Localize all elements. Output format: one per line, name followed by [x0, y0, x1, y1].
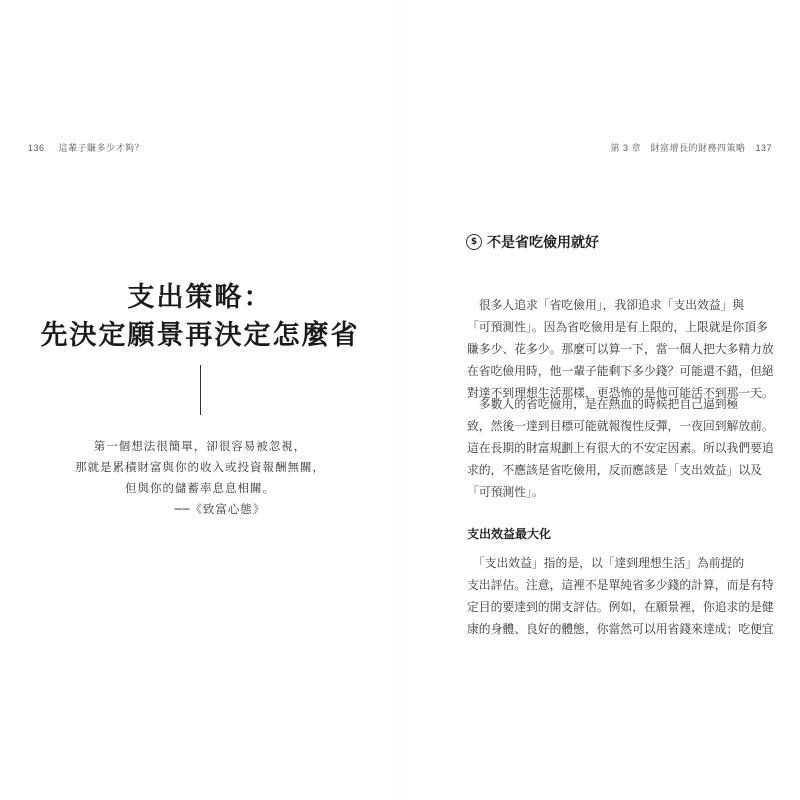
epigraph-line3: 但與你的儲蓄率息息相關。 — [125, 481, 275, 495]
paragraph-3-line: 定目的要達到的開支評估。例如，在願景裡，你追求的是健 — [467, 600, 774, 614]
section-heading — [466, 232, 599, 252]
dollar-icon: $ — [466, 234, 482, 250]
left-page-number: 136 — [28, 143, 45, 153]
right-page-number: 137 — [755, 143, 772, 153]
paragraph-1-line: 在省吃儉用時，他一輩子能剩下多少錢？可能還不錯，但絕 — [467, 364, 774, 378]
paragraph-3-line: 支出評估。注意，這裡不是單純省多少錢的計算，而是有特 — [467, 578, 774, 592]
paragraph-2-line: 多數人的省吃儉用，是在熱血的時候把自己逼到極 — [467, 397, 739, 411]
paragraph-2-line: 這在長期的財富規劃上有很大的不安定因素。所以我們要追 — [467, 441, 774, 455]
paragraph-2-line: 「可預測性」。 — [467, 485, 544, 499]
subheading: 支出效益最大化 — [467, 527, 552, 541]
right-running-head — [610, 141, 772, 154]
chapter-title-line1: 支出策略： — [127, 282, 273, 313]
paragraph-3-line: 「支出效益」指的是，以「達到理想生活」為前提的 — [467, 556, 745, 570]
paragraph-2-line: 求的，不應該是省吃儉用，反而應該是「支出效益」以及 — [467, 463, 762, 477]
paragraph-1 — [467, 294, 777, 404]
epigraph-line1: 第一個想法很簡單，卻很容易被忽視， — [93, 439, 307, 453]
paragraph-3-line: 康的身體、良好的體態，你當然可以用省錢來達成；吃便宜 — [467, 622, 774, 636]
vertical-divider — [200, 365, 201, 415]
paragraph-2-line: 致，然後一達到目標可能就報復性反彈，一夜回到解放前。 — [467, 419, 774, 433]
paragraph-1-line: 很多人追求「省吃儉用」，我卻追求「支出效益」與 — [467, 298, 745, 312]
paragraph-1-line: 對達不到理想生活那樣，更恐怖的是他可能活不到那一天。 — [467, 386, 774, 400]
paragraph-3 — [467, 552, 777, 640]
right-page — [400, 0, 800, 800]
left-running-head-title: 這輩子賺多少才夠？ — [58, 143, 145, 153]
chapter-title-line2: 先決定願景再決定怎麼省 — [40, 320, 360, 351]
section-heading-text: 不是省吃儉用就好 — [487, 235, 599, 251]
epigraph-line2: 那就是累積財富與你的收入或投資報酬無關， — [75, 460, 325, 474]
epigraph-attribution: ──《致富心態》 — [174, 502, 266, 516]
paragraph-1-line: 賺多少、花多少。那麼可以算一下，當一個人把大多精力放 — [467, 342, 774, 356]
paragraph-2 — [467, 393, 777, 503]
left-running-head — [28, 141, 144, 154]
right-running-head-title: 第 3 章 財富增長的財務四策略 — [610, 143, 746, 153]
paragraph-1-line: 「可預測性」。因為省吃儉用是有上限的，上限就是你頂多 — [467, 320, 768, 334]
